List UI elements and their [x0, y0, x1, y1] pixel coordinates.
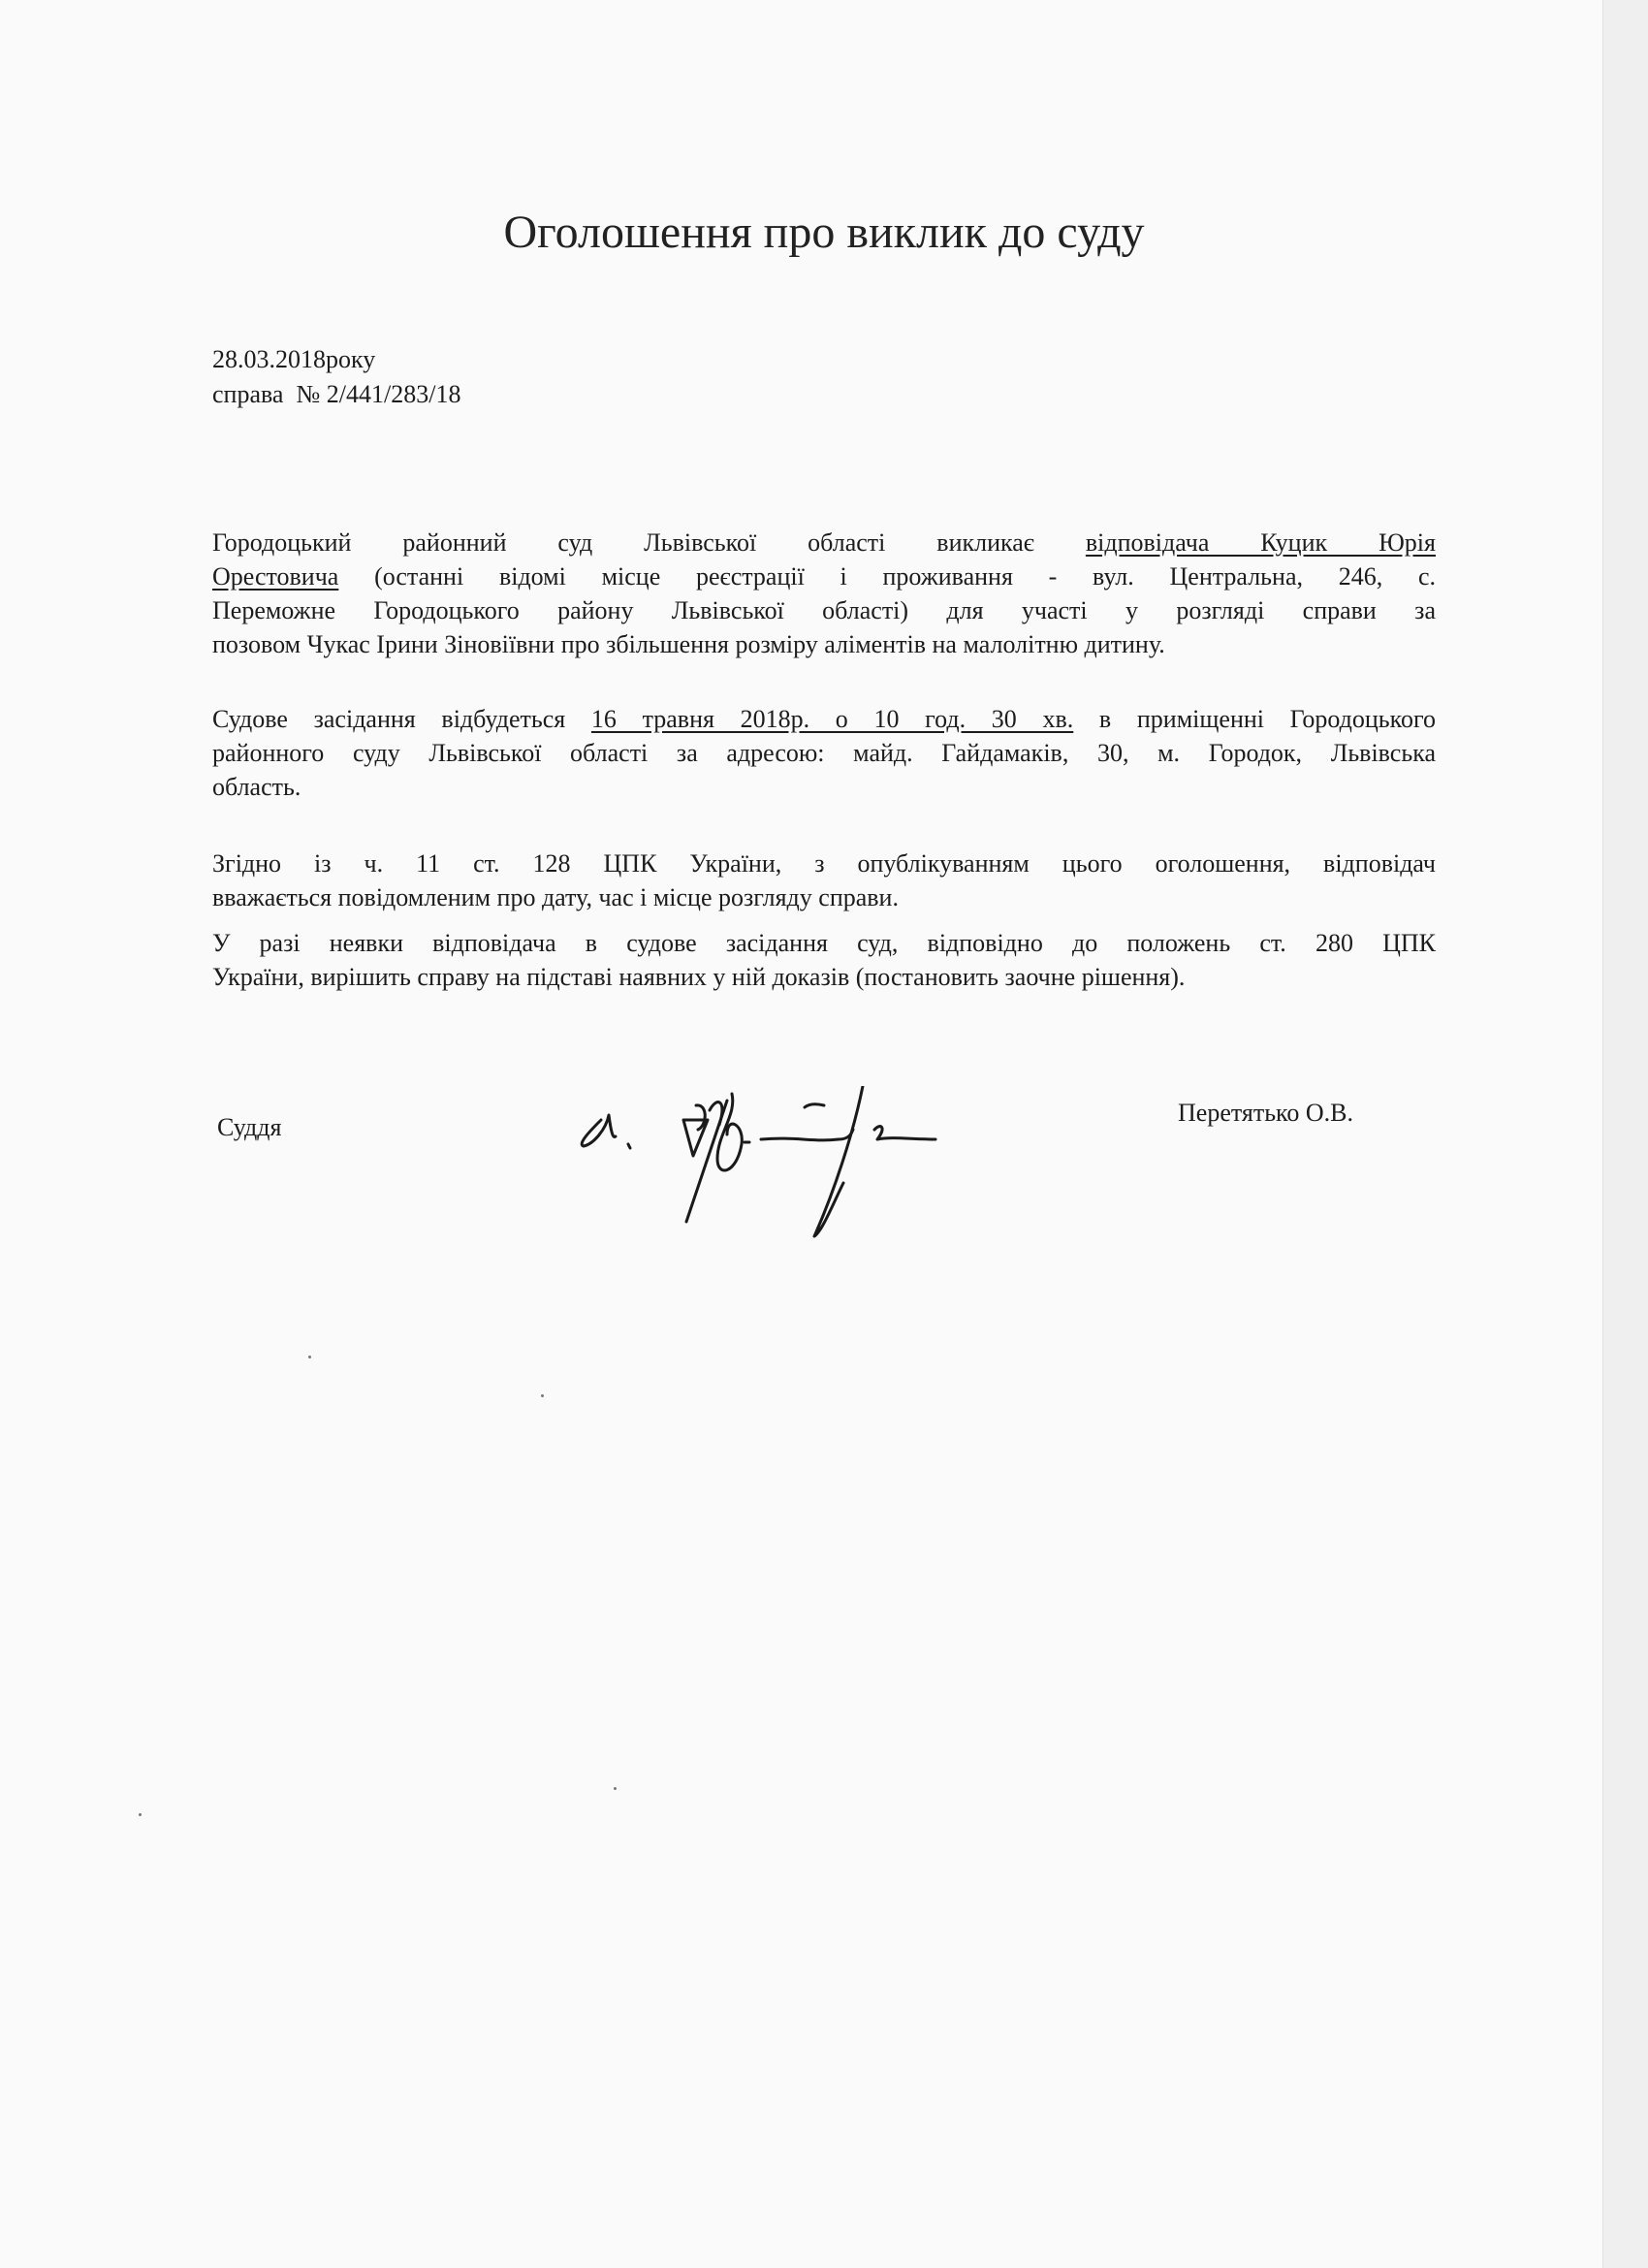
text-segment: Городоцький районний суд Львівської області викликає	[212, 528, 1086, 557]
text-line: Переможне Городоцького району Львівської області) для участі у розгляді справи за	[212, 596, 1436, 624]
defendant-name-underlined: Орестовича	[212, 562, 339, 591]
paragraph-summons	[212, 526, 1436, 661]
scan-speck	[308, 1356, 311, 1358]
handwritten-signature	[572, 1086, 1125, 1241]
document-date: 28.03.2018року	[212, 345, 376, 373]
text-segment: Судове засідання відбудеться	[212, 705, 591, 733]
document-title: Оголошення про виклик до суду	[503, 207, 1145, 258]
hearing-datetime-underlined: 16 травня 2018р. о 10 год. 30 хв.	[590, 705, 1074, 733]
text-line	[212, 559, 1436, 593]
defendant-name-underlined: відповідача Куцик Юрія	[1085, 528, 1436, 557]
scan-edge	[1602, 0, 1648, 2268]
text-line	[212, 702, 1436, 736]
paragraph-hearing	[212, 702, 1436, 804]
text-segment: в приміщенні Городоцького	[1073, 705, 1436, 733]
scan-speck	[139, 1813, 142, 1816]
text-line: область.	[212, 773, 301, 801]
text-line: Згідно із ч. 11 ст. 128 ЦПК України, з опублікуванням цього оголошення, відповідач	[212, 849, 1436, 878]
judge-label: Суддя	[217, 1113, 282, 1141]
text-line: України, вирішить справу на підставі наявних у ній доказів (постановить заочне рішення).	[212, 963, 1186, 991]
text-line: позовом Чукас Ірини Зіновіївни про збільшення розміру аліментів на малолітню дитину.	[212, 630, 1165, 658]
text-line	[212, 526, 1436, 559]
text-line: районного суду Львівської області за адресою: майд. Гайдамаків, 30, м. Городок, Львівська	[212, 739, 1436, 767]
text-line: У разі неявки відповідача в судове засідання суд, відповідно до положень ст. 280 ЦПК	[212, 929, 1436, 957]
paragraph-default-judgment	[212, 926, 1436, 994]
paragraph-notice	[212, 847, 1436, 914]
text-segment: (останні відомі місце реєстрації і проживання - вул. Центральна, 246, с.	[338, 562, 1436, 591]
judge-name: Перетятько О.В.	[1178, 1099, 1353, 1127]
scan-speck	[614, 1787, 617, 1790]
scan-speck	[541, 1394, 544, 1397]
text-line: вважається повідомленим про дату, час і місце розгляду справи.	[212, 883, 899, 911]
case-number: справа № 2/441/283/18	[212, 380, 461, 408]
